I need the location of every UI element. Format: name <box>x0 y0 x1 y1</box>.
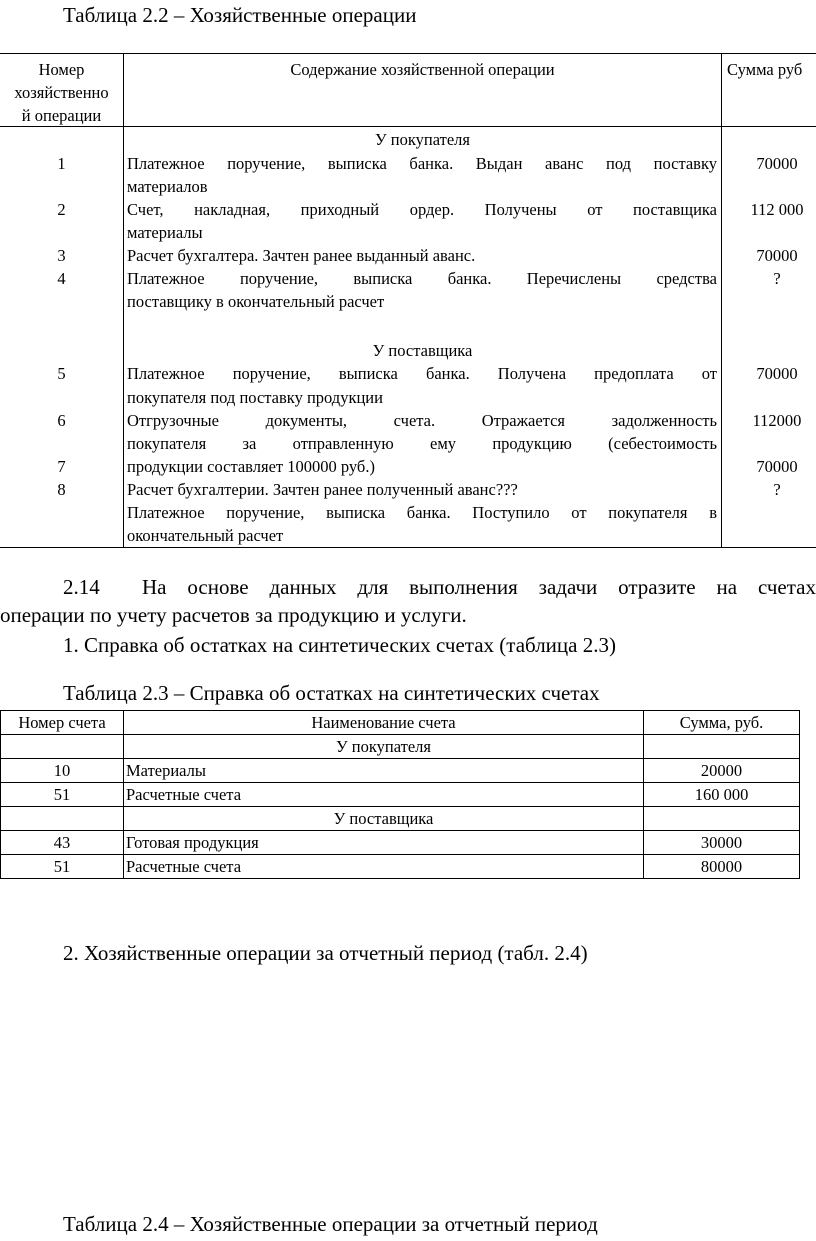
op-number: 1 <box>57 154 66 173</box>
task-line-1: На основе данных для выполнения задачи отразите на счетах <box>142 575 816 599</box>
op-sum: ? <box>773 480 781 499</box>
section-supplier: У поставщика <box>372 341 473 360</box>
table-2-3-caption: Таблица 2.3 – Справка об остатках на синтетических счетах <box>63 681 600 705</box>
op-number: 2 <box>57 200 66 219</box>
content-line: Расчет бухгалтерии. Зачтен ранее полученный аванс??? <box>127 480 518 499</box>
section-row <box>1 807 800 831</box>
table-row <box>1 831 800 855</box>
content-line: покупателя за отправленную ему продукцию (себестоимость <box>127 434 717 453</box>
header-account-name: Наименование счета <box>124 711 644 735</box>
content-line: поставщику в окончательный расчет <box>127 292 385 311</box>
op-number: 6 <box>57 411 66 430</box>
header-num-line: Номер <box>38 60 85 79</box>
account-amount: 160 000 <box>644 783 800 807</box>
content-line: Платежное поручение, выписка банка. Перечислены средства <box>127 269 717 288</box>
account-name: Расчетные счета <box>124 855 644 879</box>
task-number: 2.14 <box>63 575 100 599</box>
table-row <box>1 855 800 879</box>
content-line: Платежное поручение, выписка банка. Выдан аванс под поставку <box>127 154 717 173</box>
section-2-heading: 2. Хозяйственные операции за отчетный период (табл. 2.4) <box>63 941 588 965</box>
account-number: 51 <box>1 783 124 807</box>
section-supplier: У поставщика <box>124 807 644 831</box>
account-amount: 80000 <box>644 855 800 879</box>
header-num-line: й операции <box>21 106 102 125</box>
content-line: Счет, накладная, приходный ордер. Получены от поставщика <box>127 200 717 219</box>
content-line: Отгрузочные документы, счета. Отражается задолженность <box>127 411 717 430</box>
op-number: 8 <box>57 480 66 499</box>
content-line: материалы <box>127 223 203 242</box>
op-number: 4 <box>57 269 66 288</box>
account-amount: 30000 <box>644 831 800 855</box>
content-line: материалов <box>127 177 208 196</box>
op-sum: 70000 <box>756 364 798 383</box>
table-header-row <box>1 711 800 735</box>
op-number: 5 <box>57 364 66 383</box>
table-2-4-caption: Таблица 2.4 – Хозяйственные операции за отчетный период <box>63 1212 598 1236</box>
content-line: Расчет бухгалтера. Зачтен ранее выданный аванс. <box>127 246 476 265</box>
content-line: продукции составляет 100000 руб.) <box>127 457 375 476</box>
content-line: окончательный расчет <box>127 526 284 545</box>
section-buyer: У покупателя <box>374 130 470 149</box>
account-number: 51 <box>1 855 124 879</box>
op-number: 3 <box>57 246 66 265</box>
content-line: Платежное поручение, выписка банка. Получена предоплата от <box>127 364 717 383</box>
empty-cell <box>644 735 800 759</box>
account-number: 43 <box>1 831 124 855</box>
task-line-3: 1. Справка об остатках на синтетических счетах (таблица 2.3) <box>63 633 616 657</box>
table-2-3 <box>0 710 800 879</box>
task-line-2: операции по учету расчетов за продукцию и услуги. <box>0 603 467 627</box>
table-row <box>1 783 800 807</box>
header-account-number: Номер счета <box>1 711 124 735</box>
table-2-2-caption: Таблица 2.2 – Хозяйственные операции <box>63 3 417 27</box>
op-sum: ? <box>773 269 781 288</box>
op-number: 7 <box>57 457 66 476</box>
account-name: Готовая продукция <box>124 831 644 855</box>
content-line: Платежное поручение, выписка банка. Поступило от покупателя в <box>127 503 717 522</box>
op-sum: 70000 <box>756 154 798 173</box>
account-number: 10 <box>1 759 124 783</box>
table-row <box>1 759 800 783</box>
op-sum: 70000 <box>756 246 798 265</box>
empty-cell <box>1 735 124 759</box>
account-amount: 20000 <box>644 759 800 783</box>
op-sum: 112 000 <box>750 200 804 219</box>
header-content: Содержание хозяйственной операции <box>290 60 555 79</box>
section-buyer: У покупателя <box>124 735 644 759</box>
section-row <box>1 735 800 759</box>
header-num-line: хозяйственно <box>14 83 109 102</box>
op-sum: 70000 <box>756 457 798 476</box>
table-bottom-border <box>0 547 816 548</box>
empty-cell <box>1 807 124 831</box>
header-operation-number <box>0 58 123 127</box>
header-amount: Сумма, руб. <box>644 711 800 735</box>
content-line: покупателя под поставку продукции <box>127 388 383 407</box>
header-sum: Сумма руб <box>727 60 803 79</box>
empty-cell <box>644 807 800 831</box>
account-name: Расчетные счета <box>124 783 644 807</box>
account-name: Материалы <box>124 759 644 783</box>
op-sum: 112000 <box>752 411 802 430</box>
